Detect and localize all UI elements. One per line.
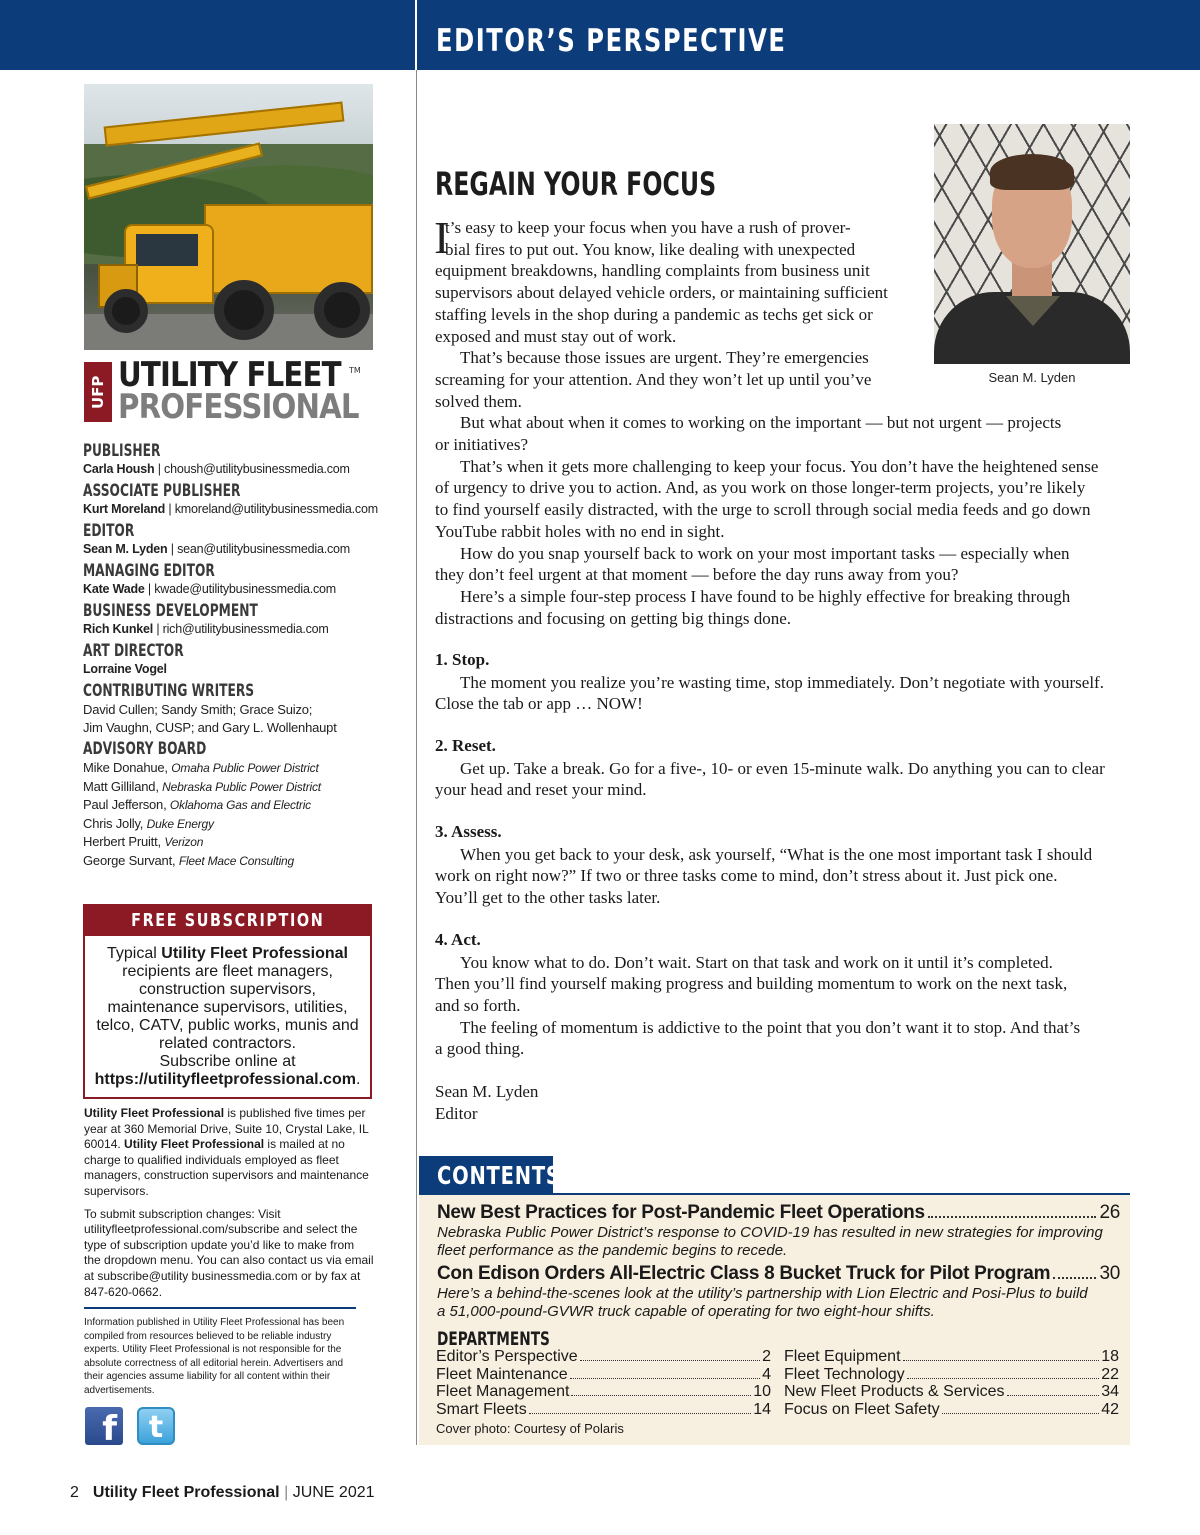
- pubinfo-brand: Utility Fleet Professional: [124, 1137, 265, 1152]
- contributing-line: David Cullen; Sandy Smith; Grace Suizo;: [83, 702, 313, 717]
- toc-page: 22: [1101, 1365, 1119, 1383]
- subscription-changes: To submit subscription changes: Visit utilityfleetprofessional.com/subscribe and select the type of subscription update you’d like to make from the dropdown menu. You can also contact us via email at subscribe@utility businessmedia.com or by fax at 847-620-0662.: [84, 1206, 374, 1299]
- subscription-link-suffix: .: [355, 1071, 361, 1088]
- toc-leader: [928, 1216, 1097, 1218]
- masthead-email[interactable]: sean@utilitybusinessmedia.com: [177, 542, 351, 556]
- masthead-entry: Kurt Moreland | kmoreland@utilitybusinessmedia.com: [83, 502, 378, 516]
- step-heading: 2. Reset.: [435, 736, 496, 755]
- subscription-title-text: FREE SUBSCRIPTION: [130, 910, 325, 931]
- toc-page: 10: [753, 1383, 771, 1401]
- toc-leader: [580, 1360, 760, 1361]
- toc-item-label[interactable]: Focus on Fleet Safety: [784, 1401, 940, 1419]
- toc-leader: [571, 1395, 751, 1396]
- toc-item-label[interactable]: Editor’s Perspective: [436, 1348, 578, 1365]
- photo-caption: Sean M. Lyden: [988, 370, 1076, 385]
- subscription-title: [85, 906, 370, 936]
- logo-line2: PROFESSIONAL: [118, 387, 359, 427]
- disclaimer: Information published in Utility Fleet Professional has been compiled from resources believed to be reliable industry experts. Utility Fleet Professional is not responsible for the absolute correctness of all editorial herein. Advertisers and their agencies assume liability for all content within their advertisements.: [84, 1317, 345, 1396]
- body-line: Close the tab or app … NOW!: [435, 694, 643, 714]
- toc-item-label[interactable]: Smart Fleets: [436, 1401, 527, 1419]
- masthead-name: Rich Kunkel: [83, 622, 154, 636]
- masthead-role: EDITOR: [83, 521, 135, 541]
- subscription-box: [83, 904, 372, 1099]
- advisory-org: Oklahoma Gas and Electric: [169, 798, 311, 812]
- masthead-entry: Rich Kunkel | rich@utilitybusinessmedia.com: [83, 622, 329, 636]
- advisory-member: [83, 852, 403, 871]
- toc-feature[interactable]: [437, 1263, 1120, 1320]
- advisory-org: Duke Energy: [146, 816, 214, 831]
- advisory-name: Chris Jolly,: [83, 815, 144, 831]
- body-line: When you get back to your desk, ask yourself, “What is the one most important task I should: [460, 844, 1093, 864]
- masthead-email[interactable]: choush@utilitybusinessmedia.com: [164, 462, 350, 476]
- masthead-name: Lorraine Vogel: [83, 662, 167, 676]
- body-line: Get up. Take a break. Go for a five-, 10- or even 15-minute walk. Do anything you can to clear: [460, 758, 1105, 778]
- body-line: they don’t feel urgent at that moment — before the day runs away from you?: [435, 565, 959, 585]
- toc-page: 14: [753, 1401, 771, 1419]
- toc-page: 30: [1099, 1263, 1120, 1284]
- body-line: staffing levels in the shop during a pandemic as techs get sick or: [435, 304, 873, 324]
- body-line: and so forth.: [435, 995, 521, 1015]
- body-line: distractions and focusing on getting big things done.: [435, 608, 792, 628]
- pubinfo-brand: Utility Fleet Professional: [84, 1106, 225, 1120]
- advisory-member: [83, 833, 403, 852]
- body-line: YouTube rabbit holes with no end in sight.: [435, 521, 725, 541]
- body-line: bial fires to put out. You know, like dealing with unexpected: [445, 239, 856, 259]
- body-line: The feeling of momentum is addictive to the point that you don’t want it to stop. And that’s: [460, 1017, 1081, 1037]
- toc-item-label[interactable]: Fleet Equipment: [784, 1348, 901, 1365]
- toc-leader: [1007, 1395, 1100, 1396]
- header-divider: [415, 0, 417, 70]
- advisory-member: [83, 815, 403, 834]
- subscription-body: [85, 936, 370, 1089]
- footer-date: JUNE 2021: [292, 1484, 375, 1501]
- masthead-role: PUBLISHER: [83, 441, 161, 461]
- toc-feature[interactable]: [437, 1202, 1120, 1259]
- body-line: Then you’ll find yourself making progress and building momentum to work on the next task,: [435, 974, 1068, 994]
- toc-feature-title[interactable]: Con Edison Orders All-Electric Class 8 Bucket Truck for Pilot Program: [437, 1263, 1051, 1284]
- masthead-role: ASSOCIATE PUBLISHER: [83, 481, 241, 501]
- twitter-icon[interactable]: t: [137, 1407, 175, 1445]
- advisory-member: [83, 759, 403, 778]
- article-headline: REGAIN YOUR FOCUS: [435, 165, 717, 203]
- editor-photo: [934, 124, 1130, 364]
- toc-item-label[interactable]: Fleet Technology: [784, 1365, 905, 1383]
- divider: [84, 1307, 356, 1309]
- body-line: equipment breakdowns, handling complaints from business unit: [435, 261, 870, 281]
- contributing-role: CONTRIBUTING WRITERS: [83, 681, 255, 701]
- toc-page: 4: [762, 1365, 771, 1383]
- toc-feature-title[interactable]: New Best Practices for Post-Pandemic Fleet Operations: [437, 1202, 925, 1223]
- masthead-name: Kurt Moreland: [83, 502, 166, 516]
- section-title: EDITOR’S PERSPECTIVE: [436, 23, 787, 59]
- pubinfo-text: is published five times per year at 360 Memorial Drive, Suite 10, Crystal Lake, IL 60014.: [84, 1106, 369, 1152]
- body-line: solved them.: [435, 391, 522, 411]
- toc-leader: [907, 1378, 1100, 1379]
- advisory-member: [83, 796, 403, 815]
- toc-leader: [570, 1378, 760, 1379]
- toc-page: 2: [762, 1348, 771, 1365]
- publication-logo: [84, 355, 374, 427]
- body-line: t’s easy to keep your focus when you have a rush of prover-: [445, 218, 851, 237]
- drop-cap: I: [434, 212, 450, 263]
- toc-item-label[interactable]: Fleet Management: [436, 1383, 570, 1401]
- publication-statement: [84, 1106, 374, 1200]
- subscription-text: recipients are fleet managers, construction supervisors, maintenance supervisors, utilities, telco, CATV, public works, munis and related contractors.: [96, 963, 359, 1052]
- page-footer: [70, 1484, 375, 1502]
- toc-item[interactable]: [784, 1401, 1119, 1419]
- toc-page: 42: [1101, 1401, 1119, 1419]
- advisory-org: Verizon: [164, 835, 204, 849]
- body-line: How do you snap yourself back to work on your most important tasks — especially when: [460, 543, 1070, 563]
- publication-info: [84, 1106, 374, 1307]
- masthead-role: MANAGING EDITOR: [83, 561, 215, 581]
- contributing-line: Jim Vaughn, CUSP; and Gary L. Wollenhaupt: [83, 719, 337, 735]
- step-heading: 3. Assess.: [435, 822, 502, 841]
- toc-item[interactable]: [784, 1366, 1119, 1384]
- advisory-name: Herbert Pruitt,: [83, 834, 161, 849]
- body-line: your head and reset your mind.: [435, 780, 647, 800]
- body-line: supervisors about delayed vehicle orders, or maintaining sufficient: [435, 283, 888, 303]
- masthead-entry: Kate Wade | kwade@utilitybusinessmedia.com: [83, 582, 337, 596]
- advisory-org: Fleet Mace Consulting: [178, 853, 295, 868]
- footer-brand: Utility Fleet Professional: [92, 1484, 280, 1501]
- masthead-email[interactable]: rich@utilitybusinessmedia.com: [162, 622, 329, 636]
- body-line: screaming for your attention. And they won’t let up until you’ve: [435, 369, 872, 389]
- step-heading: 4. Act.: [435, 930, 481, 949]
- departments-right: [784, 1348, 1119, 1419]
- subscription-link[interactable]: https://utilityfleetprofessional.com: [94, 1071, 356, 1088]
- masthead: [83, 440, 403, 870]
- advisory-name: Matt Gilliland,: [83, 778, 159, 794]
- departments-heading: DEPARTMENTS: [437, 1328, 550, 1350]
- subscription-typical: Typical: [107, 945, 162, 962]
- subscription-cta: Subscribe online at: [159, 1053, 296, 1070]
- logo-badge: UFP: [84, 362, 112, 422]
- toc-feature-desc: fleet performance as the pandemic begins to recede.: [437, 1241, 788, 1259]
- logo-trademark: TM: [349, 366, 361, 375]
- body-line: or initiatives?: [435, 435, 529, 454]
- signoff-name: Sean M. Lyden: [435, 1082, 539, 1101]
- contents-tab-label: CONTENTS: [437, 1161, 561, 1190]
- body-line: of urgency to drive you to action. And, as you work on those longer-term projects, you’re likely: [435, 478, 1086, 498]
- body-line: You know what to do. Don’t wait. Start on that task and work on it until it’s completed.: [460, 952, 1053, 972]
- contents-tab: [419, 1156, 561, 1194]
- masthead-role: ART DIRECTOR: [83, 641, 184, 661]
- toc-leader: [1053, 1277, 1096, 1279]
- body-line: work on right now?” If two or three tasks come to mind, don’t stress about it. Just pick one.: [435, 866, 1058, 886]
- body-line: to find yourself easily distracted, with the urge to scroll through social media feeds and go down: [435, 500, 1091, 520]
- toc-item[interactable]: [784, 1348, 1119, 1366]
- body-line: That’s when it gets more challenging to keep your focus. You don’t have the heightened sense: [460, 456, 1099, 476]
- body-line: Here’s a simple four-step process I have found to be highly effective for breaking through: [460, 586, 1071, 606]
- toc-item-label[interactable]: New Fleet Products & Services: [784, 1383, 1005, 1401]
- pubinfo-text: is mailed at no charge to qualified individuals employed as fleet managers, construction supervisors and maintenance supervisors.: [84, 1137, 369, 1198]
- logo-line1: UTILITY FLEET: [118, 355, 341, 395]
- page-number: 2: [70, 1484, 79, 1501]
- toc-feature-desc: Here’s a behind-the-scenes look at the utility’s partnership with Lion Electric and Posi-Plus to build: [437, 1285, 1088, 1302]
- departments-left: [436, 1348, 771, 1419]
- toc-item[interactable]: [784, 1383, 1119, 1401]
- toc-page: 34: [1101, 1383, 1119, 1401]
- column-divider: [416, 70, 417, 1445]
- body-line: a good thing.: [435, 1039, 525, 1059]
- subscription-brand: Utility Fleet Professional: [161, 945, 348, 962]
- facebook-icon[interactable]: f: [85, 1407, 123, 1445]
- signoff-title: Editor: [435, 1103, 478, 1123]
- masthead-entry: Sean M. Lyden | sean@utilitybusinessmedia.com: [83, 542, 351, 556]
- advisory-name: Mike Donahue,: [83, 760, 168, 775]
- toc-item[interactable]: [436, 1366, 771, 1384]
- masthead-name: Sean M. Lyden: [83, 542, 168, 556]
- body-line: The moment you realize you’re wasting time, stop immediately. Don’t negotiate with yourself.: [460, 672, 1104, 692]
- advisory-org: Omaha Public Power District: [171, 761, 319, 775]
- masthead-email[interactable]: kmoreland@utilitybusinessmedia.com: [174, 502, 378, 516]
- masthead-name: Carla Housh: [83, 462, 155, 476]
- cover-photo: [84, 84, 373, 350]
- body-line: That’s because those issues are urgent. They’re emergencies: [460, 348, 869, 368]
- toc-leader: [529, 1413, 752, 1414]
- toc-feature-desc: a 51,000-pound-GVWR truck capable of operating for two eight-hour shifts.: [437, 1302, 935, 1320]
- toc-item[interactable]: [436, 1348, 771, 1366]
- step-heading: 1. Stop.: [435, 650, 490, 669]
- advisory-org: Nebraska Public Power District: [162, 779, 321, 794]
- advisory-name: Paul Jefferson,: [83, 797, 167, 812]
- advisory-role: ADVISORY BOARD: [83, 739, 207, 759]
- cover-credit: Cover photo: Courtesy of Polaris: [436, 1421, 624, 1436]
- masthead-entry: [83, 661, 403, 677]
- toc-item[interactable]: [436, 1383, 771, 1401]
- footer-separator: |: [284, 1484, 289, 1501]
- toc-item-label[interactable]: Fleet Maintenance: [436, 1365, 568, 1383]
- body-line: But what about when it comes to working on the important — but not urgent — projects: [460, 413, 1062, 433]
- masthead-entry: Carla Housh | choush@utilitybusinessmedia.com: [83, 462, 350, 476]
- advisory-member: [83, 778, 403, 797]
- toc-feature-desc: Nebraska Public Power District’s response to COVID-19 has resulted in new strategies for improving: [437, 1224, 1103, 1241]
- toc-page: 26: [1099, 1202, 1120, 1223]
- toc-item[interactable]: [436, 1401, 771, 1419]
- masthead-role: BUSINESS DEVELOPMENT: [83, 601, 258, 621]
- body-line: You’ll get to the other tasks later.: [435, 887, 661, 907]
- toc-leader: [942, 1413, 1100, 1414]
- masthead-email[interactable]: kwade@utilitybusinessmedia.com: [154, 582, 337, 596]
- masthead-name: Kate Wade: [83, 582, 145, 596]
- contents-rule: [419, 1193, 1130, 1195]
- advisory-name: George Survant,: [83, 852, 176, 868]
- toc-leader: [903, 1360, 1100, 1361]
- toc-page: 18: [1101, 1348, 1119, 1365]
- body-line: exposed and must stay out of work.: [435, 326, 677, 346]
